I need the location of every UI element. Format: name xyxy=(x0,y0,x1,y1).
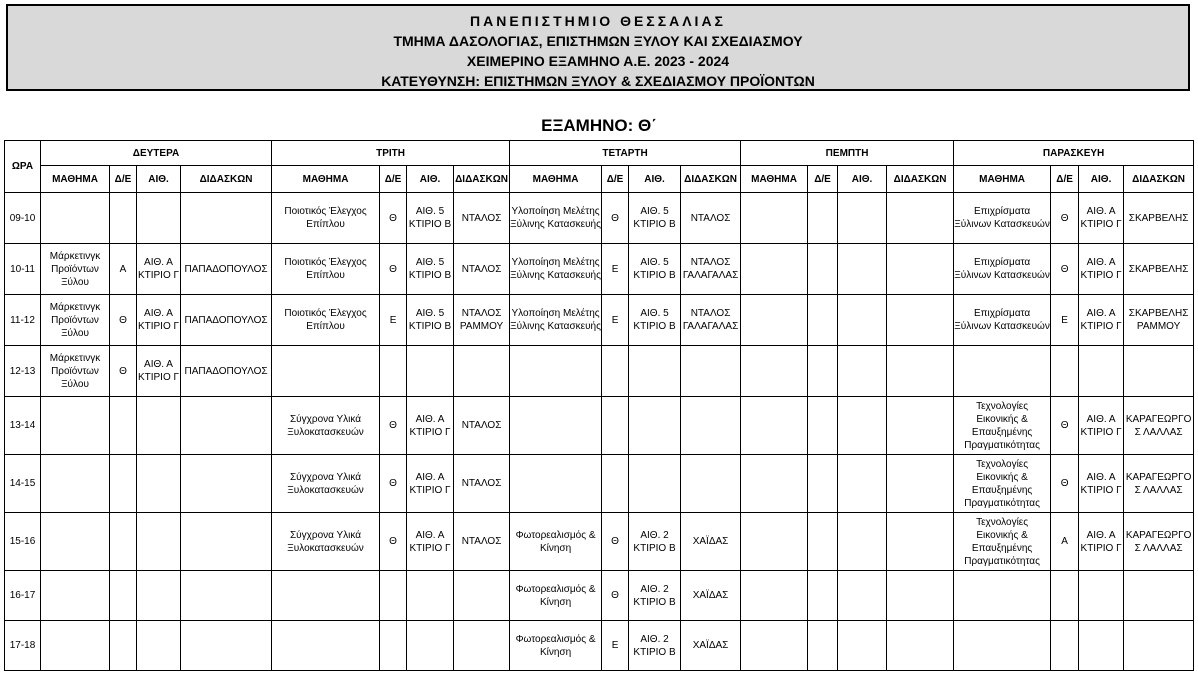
type-cell-friday xyxy=(1051,571,1079,621)
type-cell-thursday xyxy=(808,244,838,295)
course-cell-monday: Μάρκετινγκ Προϊόντων Ξύλου xyxy=(41,244,110,295)
type-cell-thursday xyxy=(808,455,838,513)
hour-cell: 16-17 xyxy=(5,571,41,621)
subheader-course-monday: ΜΑΘΗΜΑ xyxy=(41,166,110,193)
type-cell-wednesday: Ε xyxy=(602,244,629,295)
room-cell-monday: ΑΙΘ. Α ΚΤΙΡΙΟ Γ xyxy=(137,244,181,295)
instructor-cell-thursday xyxy=(887,193,954,244)
course-cell-wednesday xyxy=(510,346,602,397)
type-cell-monday xyxy=(110,397,137,455)
subheader-course-wednesday: ΜΑΘΗΜΑ xyxy=(510,166,602,193)
subheader-instructor-friday: ΔΙΔΑΣΚΩΝ xyxy=(1124,166,1194,193)
room-cell-wednesday: ΑΙΘ. 2 ΚΤΙΡΙΟ Β xyxy=(629,621,681,671)
subheader-instructor-tuesday: ΔΙΔΑΣΚΩΝ xyxy=(454,166,510,193)
room-cell-tuesday: ΑΙΘ. Α ΚΤΙΡΙΟ Γ xyxy=(407,455,454,513)
instructor-cell-friday xyxy=(1124,346,1194,397)
type-cell-friday xyxy=(1051,346,1079,397)
hour-cell: 10-11 xyxy=(5,244,41,295)
schedule-table xyxy=(4,140,1194,671)
type-cell-thursday xyxy=(808,346,838,397)
room-cell-monday xyxy=(137,455,181,513)
subheader-type-wednesday: Δ/Ε xyxy=(602,166,629,193)
subheader-room-monday: ΑΙΘ. xyxy=(137,166,181,193)
course-cell-thursday xyxy=(741,295,808,346)
instructor-cell-friday: ΣΚΑΡΒΕΛΗΣ xyxy=(1124,193,1194,244)
type-cell-monday xyxy=(110,455,137,513)
room-cell-tuesday xyxy=(407,621,454,671)
table-row xyxy=(5,346,1194,397)
room-cell-friday xyxy=(1079,621,1124,671)
type-cell-wednesday: Θ xyxy=(602,513,629,571)
instructor-cell-thursday xyxy=(887,455,954,513)
instructor-cell-tuesday: ΝΤΑΛΟΣ xyxy=(454,397,510,455)
course-cell-thursday xyxy=(741,621,808,671)
instructor-cell-wednesday: ΧΑΪΔΑΣ xyxy=(681,621,741,671)
course-cell-tuesday xyxy=(272,621,380,671)
instructor-cell-wednesday xyxy=(681,455,741,513)
instructor-cell-wednesday xyxy=(681,346,741,397)
type-cell-wednesday xyxy=(602,346,629,397)
course-cell-wednesday: Υλοποίηση Μελέτης Ξύλινης Κατασκευής xyxy=(510,295,602,346)
type-cell-friday: Θ xyxy=(1051,193,1079,244)
semester-title: ΕΞΑΜΗΝΟ: Θ΄ xyxy=(541,116,657,135)
instructor-cell-thursday xyxy=(887,244,954,295)
course-cell-monday xyxy=(41,397,110,455)
type-cell-wednesday xyxy=(602,455,629,513)
room-cell-friday xyxy=(1079,571,1124,621)
type-cell-tuesday: Θ xyxy=(380,193,407,244)
instructor-cell-wednesday xyxy=(681,397,741,455)
day-header-tuesday: ΤΡΙΤΗ xyxy=(272,141,510,166)
type-cell-wednesday: Θ xyxy=(602,193,629,244)
instructor-cell-wednesday: ΧΑΪΔΑΣ xyxy=(681,513,741,571)
subheader-room-friday: ΑΙΘ. xyxy=(1079,166,1124,193)
type-cell-tuesday: Θ xyxy=(380,455,407,513)
table-row xyxy=(5,244,1194,295)
subheader-type-tuesday: Δ/Ε xyxy=(380,166,407,193)
course-cell-friday: Τεχνολογίες Εικονικής & Επαυξημένης Πραγματικότητας xyxy=(954,397,1051,455)
room-cell-tuesday: ΑΙΘ. Α ΚΤΙΡΙΟ Γ xyxy=(407,397,454,455)
instructor-cell-thursday xyxy=(887,571,954,621)
instructor-cell-tuesday: ΝΤΑΛΟΣ xyxy=(454,455,510,513)
room-cell-monday xyxy=(137,397,181,455)
document-header xyxy=(6,4,1190,91)
type-cell-monday xyxy=(110,621,137,671)
instructor-cell-monday: ΠΑΠΑΔΟΠΟΥΛΟΣ xyxy=(181,295,272,346)
course-cell-wednesday: Φωτορεαλισμός & Κίνηση xyxy=(510,571,602,621)
room-cell-thursday xyxy=(838,513,887,571)
instructor-cell-wednesday: ΧΑΪΔΑΣ xyxy=(681,571,741,621)
table-row xyxy=(5,455,1194,513)
type-cell-wednesday: Ε xyxy=(602,621,629,671)
course-cell-wednesday xyxy=(510,455,602,513)
type-cell-thursday xyxy=(808,193,838,244)
room-cell-tuesday: ΑΙΘ. Α ΚΤΙΡΙΟ Γ xyxy=(407,513,454,571)
room-cell-wednesday: ΑΙΘ. 5 ΚΤΙΡΙΟ Β xyxy=(629,193,681,244)
course-cell-tuesday: Σύγχρονα Υλικά Ξυλοκατασκευών xyxy=(272,397,380,455)
instructor-cell-monday: ΠΑΠΑΔΟΠΟΥΛΟΣ xyxy=(181,244,272,295)
instructor-cell-thursday xyxy=(887,621,954,671)
course-cell-wednesday: Υλοποίηση Μελέτης Ξύλινης Κατασκευής xyxy=(510,244,602,295)
course-cell-thursday xyxy=(741,397,808,455)
type-cell-tuesday: Θ xyxy=(380,513,407,571)
type-cell-thursday xyxy=(808,571,838,621)
type-cell-monday xyxy=(110,513,137,571)
course-cell-monday xyxy=(41,455,110,513)
instructor-cell-tuesday xyxy=(454,346,510,397)
room-cell-thursday xyxy=(838,346,887,397)
course-cell-friday: Επιχρίσματα Ξύλινων Κατασκευών xyxy=(954,244,1051,295)
course-cell-tuesday: Ποιοτικός Έλεγχος Επίπλου xyxy=(272,244,380,295)
type-cell-wednesday: Θ xyxy=(602,571,629,621)
table-row xyxy=(5,295,1194,346)
room-cell-tuesday xyxy=(407,571,454,621)
course-cell-thursday xyxy=(741,346,808,397)
room-cell-monday xyxy=(137,621,181,671)
department-name: ΤΜΗΜΑ ΔΑΣΟΛΟΓΙΑΣ, ΕΠΙΣΤΗΜΩΝ ΞΥΛΟΥ ΚΑΙ ΣΧΕΔΙΑΣΜΟΥ xyxy=(393,33,803,49)
course-cell-thursday xyxy=(741,244,808,295)
instructor-cell-tuesday: ΝΤΑΛΟΣ xyxy=(454,513,510,571)
course-cell-monday xyxy=(41,193,110,244)
course-cell-tuesday xyxy=(272,571,380,621)
type-cell-friday xyxy=(1051,621,1079,671)
course-cell-thursday xyxy=(741,193,808,244)
instructor-cell-monday xyxy=(181,455,272,513)
room-cell-friday xyxy=(1079,346,1124,397)
room-cell-tuesday: ΑΙΘ. 5 ΚΤΙΡΙΟ Β xyxy=(407,244,454,295)
instructor-cell-friday xyxy=(1124,571,1194,621)
course-cell-wednesday xyxy=(510,397,602,455)
course-cell-thursday xyxy=(741,455,808,513)
course-cell-tuesday xyxy=(272,346,380,397)
course-cell-friday: Τεχνολογίες Εικονικής & Επαυξημένης Πραγματικότητας xyxy=(954,513,1051,571)
day-header-wednesday: ΤΕΤΑΡΤΗ xyxy=(510,141,741,166)
day-header-thursday: ΠΕΜΠΤΗ xyxy=(741,141,954,166)
instructor-cell-monday xyxy=(181,193,272,244)
type-cell-friday: Θ xyxy=(1051,244,1079,295)
instructor-cell-monday xyxy=(181,397,272,455)
type-cell-tuesday: Θ xyxy=(380,397,407,455)
room-cell-friday: ΑΙΘ. Α ΚΤΙΡΙΟ Γ xyxy=(1079,193,1124,244)
type-cell-monday xyxy=(110,571,137,621)
room-cell-friday: ΑΙΘ. Α ΚΤΙΡΙΟ Γ xyxy=(1079,455,1124,513)
course-cell-monday xyxy=(41,571,110,621)
course-cell-tuesday: Ποιοτικός Έλεγχος Επίπλου xyxy=(272,193,380,244)
day-header-monday: ΔΕΥΤΕΡΑ xyxy=(41,141,272,166)
type-cell-tuesday xyxy=(380,571,407,621)
instructor-cell-tuesday: ΝΤΑΛΟΣ xyxy=(454,244,510,295)
academic-term: ΧΕΙΜΕΡΙΝΟ ΕΞΑΜΗΝΟ Α.Ε. 2023 - 2024 xyxy=(466,53,730,69)
subheader-type-thursday: Δ/Ε xyxy=(808,166,838,193)
type-cell-monday xyxy=(110,193,137,244)
room-cell-tuesday: ΑΙΘ. 5 ΚΤΙΡΙΟ Β xyxy=(407,193,454,244)
course-cell-friday: Τεχνολογίες Εικονικής & Επαυξημένης Πραγματικότητας xyxy=(954,455,1051,513)
instructor-cell-monday xyxy=(181,621,272,671)
hour-cell: 12-13 xyxy=(5,346,41,397)
course-cell-wednesday: Φωτορεαλισμός & Κίνηση xyxy=(510,513,602,571)
course-cell-tuesday: Σύγχρονα Υλικά Ξυλοκατασκευών xyxy=(272,455,380,513)
hour-cell: 17-18 xyxy=(5,621,41,671)
study-direction: ΚΑΤΕΥΘΥΝΣΗ: ΕΠΙΣΤΗΜΩΝ ΞΥΛΟΥ & ΣΧΕΔΙΑΣΜΟΥ ΠΡΟΪΟΝΤΩΝ xyxy=(381,73,815,89)
subheader-type-friday: Δ/Ε xyxy=(1051,166,1079,193)
course-cell-monday xyxy=(41,513,110,571)
hour-cell: 15-16 xyxy=(5,513,41,571)
subheader-room-tuesday: ΑΙΘ. xyxy=(407,166,454,193)
subheader-type-monday: Δ/Ε xyxy=(110,166,137,193)
room-cell-wednesday: ΑΙΘ. 5 ΚΤΙΡΙΟ Β xyxy=(629,295,681,346)
instructor-cell-thursday xyxy=(887,513,954,571)
course-cell-monday xyxy=(41,621,110,671)
table-row xyxy=(5,397,1194,455)
subheader-course-thursday: ΜΑΘΗΜΑ xyxy=(741,166,808,193)
instructor-cell-friday: ΚΑΡΑΓΕΩΡΓΟΣ ΛΑΛΛΑΣ xyxy=(1124,397,1194,455)
room-cell-thursday xyxy=(838,295,887,346)
type-cell-friday: Θ xyxy=(1051,397,1079,455)
type-cell-friday: Θ xyxy=(1051,455,1079,513)
type-cell-tuesday: Θ xyxy=(380,244,407,295)
type-cell-thursday xyxy=(808,397,838,455)
hour-cell: 14-15 xyxy=(5,455,41,513)
room-cell-wednesday: ΑΙΘ. 2 ΚΤΙΡΙΟ Β xyxy=(629,513,681,571)
room-cell-monday xyxy=(137,193,181,244)
room-cell-friday: ΑΙΘ. Α ΚΤΙΡΙΟ Γ xyxy=(1079,295,1124,346)
hour-cell: 09-10 xyxy=(5,193,41,244)
room-cell-thursday xyxy=(838,193,887,244)
course-cell-wednesday: Φωτορεαλισμός & Κίνηση xyxy=(510,621,602,671)
room-cell-wednesday: ΑΙΘ. 5 ΚΤΙΡΙΟ Β xyxy=(629,244,681,295)
instructor-cell-friday: ΣΚΑΡΒΕΛΗΣ ΡΑΜΜΟΥ xyxy=(1124,295,1194,346)
type-cell-thursday xyxy=(808,295,838,346)
course-cell-thursday xyxy=(741,571,808,621)
room-cell-tuesday: ΑΙΘ. 5 ΚΤΙΡΙΟ Β xyxy=(407,295,454,346)
instructor-cell-friday xyxy=(1124,621,1194,671)
type-cell-tuesday: Ε xyxy=(380,295,407,346)
subheader-room-thursday: ΑΙΘ. xyxy=(838,166,887,193)
type-cell-wednesday xyxy=(602,397,629,455)
room-cell-wednesday xyxy=(629,455,681,513)
table-row xyxy=(5,513,1194,571)
instructor-cell-friday: ΚΑΡΑΓΕΩΡΓΟΣ ΛΑΛΛΑΣ xyxy=(1124,455,1194,513)
course-cell-friday xyxy=(954,571,1051,621)
type-cell-monday: Θ xyxy=(110,295,137,346)
room-cell-thursday xyxy=(838,455,887,513)
instructor-cell-thursday xyxy=(887,346,954,397)
instructor-cell-monday: ΠΑΠΑΔΟΠΟΥΛΟΣ xyxy=(181,346,272,397)
instructor-cell-tuesday xyxy=(454,571,510,621)
subheader-instructor-thursday: ΔΙΔΑΣΚΩΝ xyxy=(887,166,954,193)
course-cell-friday xyxy=(954,346,1051,397)
type-cell-thursday xyxy=(808,513,838,571)
subheader-instructor-monday: ΔΙΔΑΣΚΩΝ xyxy=(181,166,272,193)
instructor-cell-wednesday: ΝΤΑΛΟΣ ΓΑΛΑΓΑΛΑΣ xyxy=(681,295,741,346)
university-name: ΠΑΝΕΠΙΣΤΗΜΙΟ ΘΕΣΣΑΛΙΑΣ xyxy=(470,13,726,29)
type-cell-tuesday xyxy=(380,621,407,671)
subheader-course-tuesday: ΜΑΘΗΜΑ xyxy=(272,166,380,193)
course-cell-friday: Επιχρίσματα Ξύλινων Κατασκευών xyxy=(954,295,1051,346)
table-row xyxy=(5,621,1194,671)
course-cell-tuesday: Ποιοτικός Έλεγχος Επίπλου xyxy=(272,295,380,346)
room-cell-wednesday xyxy=(629,346,681,397)
room-cell-friday: ΑΙΘ. Α ΚΤΙΡΙΟ Γ xyxy=(1079,244,1124,295)
room-cell-monday xyxy=(137,513,181,571)
subheader-instructor-wednesday: ΔΙΔΑΣΚΩΝ xyxy=(681,166,741,193)
instructor-cell-monday xyxy=(181,513,272,571)
instructor-cell-thursday xyxy=(887,295,954,346)
instructor-cell-thursday xyxy=(887,397,954,455)
room-cell-thursday xyxy=(838,571,887,621)
course-cell-wednesday: Υλοποίηση Μελέτης Ξύλινης Κατασκευής xyxy=(510,193,602,244)
course-cell-friday xyxy=(954,621,1051,671)
course-cell-thursday xyxy=(741,513,808,571)
room-cell-thursday xyxy=(838,397,887,455)
instructor-cell-tuesday xyxy=(454,621,510,671)
instructor-cell-monday xyxy=(181,571,272,621)
hour-column-header: ΩΡΑ xyxy=(5,141,41,193)
room-cell-monday: ΑΙΘ. Α ΚΤΙΡΙΟ Γ xyxy=(137,295,181,346)
instructor-cell-wednesday: ΝΤΑΛΟΣ xyxy=(681,193,741,244)
room-cell-tuesday xyxy=(407,346,454,397)
room-cell-thursday xyxy=(838,621,887,671)
room-cell-wednesday: ΑΙΘ. 2 ΚΤΙΡΙΟ Β xyxy=(629,571,681,621)
hour-cell: 11-12 xyxy=(5,295,41,346)
instructor-cell-friday: ΚΑΡΑΓΕΩΡΓΟΣ ΛΑΛΛΑΣ xyxy=(1124,513,1194,571)
type-cell-thursday xyxy=(808,621,838,671)
instructor-cell-wednesday: ΝΤΑΛΟΣ ΓΑΛΑΓΑΛΑΣ xyxy=(681,244,741,295)
instructor-cell-friday: ΣΚΑΡΒΕΛΗΣ xyxy=(1124,244,1194,295)
table-row xyxy=(5,193,1194,244)
course-cell-monday: Μάρκετινγκ Προϊόντων Ξύλου xyxy=(41,346,110,397)
room-cell-thursday xyxy=(838,244,887,295)
type-cell-friday: Ε xyxy=(1051,295,1079,346)
subheader-room-wednesday: ΑΙΘ. xyxy=(629,166,681,193)
room-cell-monday: ΑΙΘ. Α ΚΤΙΡΙΟ Γ xyxy=(137,346,181,397)
type-cell-tuesday xyxy=(380,346,407,397)
hour-cell: 13-14 xyxy=(5,397,41,455)
day-header-friday: ΠΑΡΑΣΚΕΥΗ xyxy=(954,141,1194,166)
type-cell-friday: Α xyxy=(1051,513,1079,571)
instructor-cell-tuesday: ΝΤΑΛΟΣ xyxy=(454,193,510,244)
room-cell-friday: ΑΙΘ. Α ΚΤΙΡΙΟ Γ xyxy=(1079,397,1124,455)
table-row xyxy=(5,571,1194,621)
room-cell-wednesday xyxy=(629,397,681,455)
course-cell-monday: Μάρκετινγκ Προϊόντων Ξύλου xyxy=(41,295,110,346)
instructor-cell-tuesday: ΝΤΑΛΟΣ ΡΑΜΜΟΥ xyxy=(454,295,510,346)
type-cell-monday: Α xyxy=(110,244,137,295)
type-cell-wednesday: Ε xyxy=(602,295,629,346)
type-cell-monday: Θ xyxy=(110,346,137,397)
room-cell-friday: ΑΙΘ. Α ΚΤΙΡΙΟ Γ xyxy=(1079,513,1124,571)
course-cell-tuesday: Σύγχρονα Υλικά Ξυλοκατασκευών xyxy=(272,513,380,571)
room-cell-monday xyxy=(137,571,181,621)
subheader-course-friday: ΜΑΘΗΜΑ xyxy=(954,166,1051,193)
course-cell-friday: Επιχρίσματα Ξύλινων Κατασκευών xyxy=(954,193,1051,244)
